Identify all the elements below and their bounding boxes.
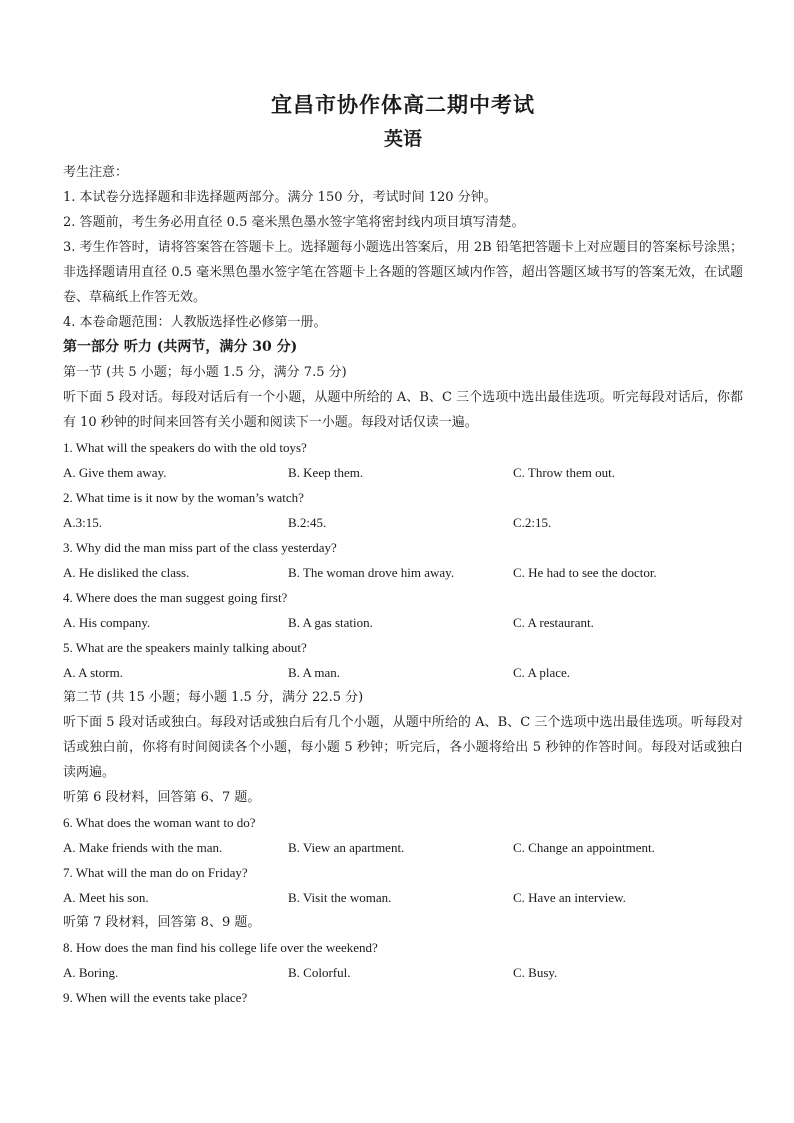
option-b: B. The woman drove him away. <box>288 565 455 580</box>
option-a: A. His company. <box>63 615 151 630</box>
section2-heading: 第二节 (共 15 小题；每小题 1.5 分，满分 22.5 分) <box>63 690 364 705</box>
question-block-8 <box>63 935 743 985</box>
option-c: C.2:15. <box>513 515 552 530</box>
option-b: B.2:45. <box>288 515 327 530</box>
question-text: 3. Why did the man miss part of the class yesterday? <box>63 540 337 555</box>
question-text: 4. Where does the man suggest going first? <box>63 590 288 605</box>
option-c: C. A restaurant. <box>513 615 594 630</box>
question-text: 7. What will the man do on Friday? <box>63 865 248 880</box>
question-text: 6. What does the woman want to do? <box>63 815 256 830</box>
option-b: B. Keep them. <box>288 465 364 480</box>
option-a: A. Boring. <box>63 965 119 980</box>
question-block-1 <box>63 435 743 485</box>
question-text: 5. What are the speakers mainly talking about? <box>63 640 307 655</box>
notice-item-2: 2. 答题前，考生务必用直径 0.5 毫米黑色墨水签字笔将密封线内项目填写清楚。 <box>63 215 525 230</box>
part1-heading: 第一部分 听力 (共两节，满分 30 分) <box>63 339 298 355</box>
option-a: A.3:15. <box>63 515 102 530</box>
option-b: B. A gas station. <box>288 615 373 630</box>
question-block-2 <box>63 485 743 535</box>
option-b: B. Visit the woman. <box>288 890 392 905</box>
option-c: C. Throw them out. <box>513 465 615 480</box>
option-b: B. Colorful. <box>288 965 351 980</box>
option-a: A. He disliked the class. <box>63 565 190 580</box>
option-b: B. A man. <box>288 665 341 680</box>
exam-subject: 英语 <box>383 128 422 150</box>
option-a: A. Make friends with the man. <box>63 840 223 855</box>
question-text: 1. What will the speakers do with the old toys? <box>63 440 307 455</box>
question-block-6 <box>63 810 743 860</box>
option-a: A. A storm. <box>63 665 123 680</box>
question-block-9 <box>63 985 743 1010</box>
question-text: 2. What time is it now by the woman’s watch? <box>63 490 304 505</box>
notice-item-3: 3. 考生作答时，请将答案答在答题卡上。选择题每小题选出答案后，用 2B 铅笔把答题卡上对应题目的答案标号涂黑；非选择题请用直径 0.5 毫米黑色墨水签字笔在答题卡上各题的答题区域内作答，超出答题区域书写的答案无效，在试题卷、草稿纸上作答无效。 <box>63 240 743 305</box>
question-text: 8. How does the man find his college life over the weekend? <box>63 940 378 955</box>
option-b: B. View an apartment. <box>288 840 405 855</box>
option-c: C. A place. <box>513 665 571 680</box>
option-a: A. Give them away. <box>63 465 167 480</box>
option-a: A. Meet his son. <box>63 890 149 905</box>
section1-heading: 第一节 (共 5 小题；每小题 1.5 分，满分 7.5 分) <box>63 365 347 380</box>
exam-page <box>63 90 743 1010</box>
notice-heading: 考生注意： <box>63 165 129 180</box>
option-c: C. He had to see the doctor. <box>513 565 657 580</box>
question-text: 9. When will the events take place? <box>63 990 248 1005</box>
material-6-note: 听第 6 段材料，回答第 6、7 题。 <box>63 790 261 805</box>
material-7-note: 听第 7 段材料，回答第 8、9 题。 <box>63 915 261 930</box>
question-block-5 <box>63 635 743 685</box>
question-block-4 <box>63 585 743 635</box>
section1-instructions: 听下面 5 段对话。每段对话后有一个小题，从题中所给的 A、B、C 三个选项中选出最佳选项。听完每段对话后，你都有 10 秒钟的时间来回答有关小题和阅读下一小题。每段对话仅读一遍。 <box>63 390 743 430</box>
notice-item-1: 1. 本试卷分选择题和非选择题两部分。满分 150 分，考试时间 120 分钟。 <box>63 190 497 205</box>
section2-instructions: 听下面 5 段对话或独白。每段对话或独白后有几个小题，从题中所给的 A、B、C 三个选项中选出最佳选项。听每段对话或独白前，你将有时间阅读各个小题，每小题 5 秒钟；听完后，各小题将给出 5 秒钟的作答时间。每段对话或独白读两遍。 <box>63 715 743 780</box>
question-block-7 <box>63 860 743 910</box>
option-c: C. Busy. <box>513 965 558 980</box>
exam-title: 宜昌市协作体高二期中考试 <box>271 92 535 117</box>
option-c: C. Have an interview. <box>513 890 626 905</box>
notice-item-4: 4. 本卷命题范围：人教版选择性必修第一册。 <box>63 315 327 330</box>
question-block-3 <box>63 535 743 585</box>
option-c: C. Change an appointment. <box>513 840 655 855</box>
